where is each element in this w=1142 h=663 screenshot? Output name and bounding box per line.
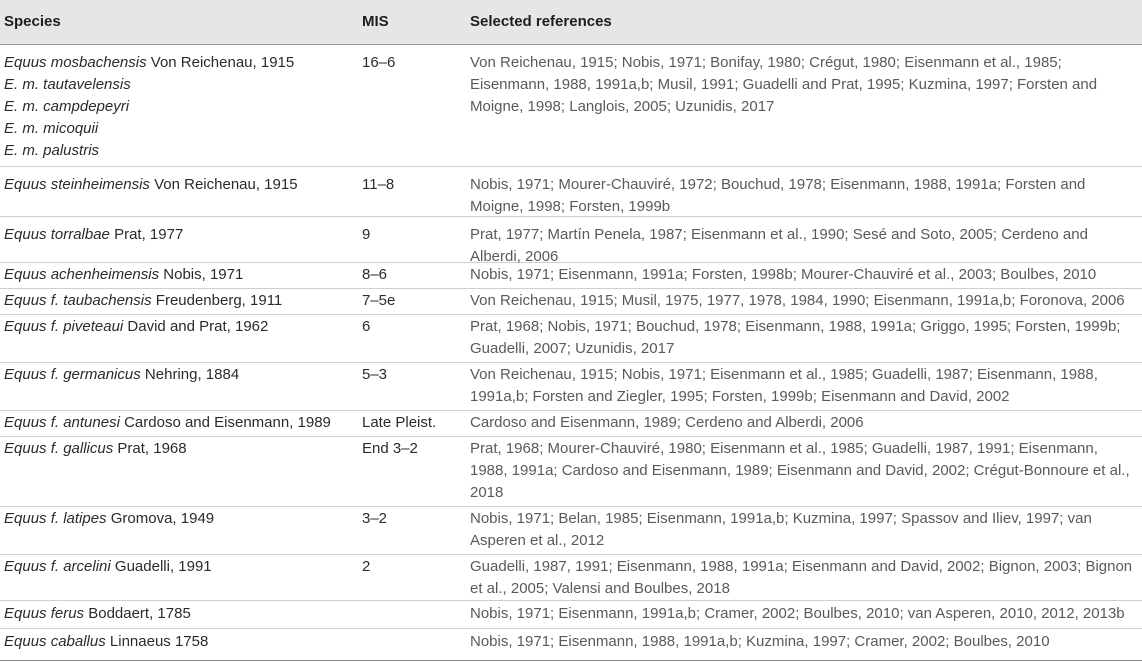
species-cell (4, 264, 359, 286)
mis-cell: 3–2 (362, 510, 388, 527)
species-authority: Freudenberg, 1911 (155, 292, 283, 309)
references-cell: Nobis, 1971; Mourer-Chauviré, 1972; Bouchud, 1978; Eisenmann, 1988, 1991a; Forsten and Moigne, 1998; Forsten, 1999b (470, 176, 1086, 215)
references-cell: Nobis, 1971; Belan, 1985; Eisenmann, 1991a,b; Kuzmina, 1997; Spassov and Iliev, 1997; van Asperen et al., 2012 (470, 510, 1092, 549)
references-cell: Nobis, 1971; Eisenmann, 1988, 1991a,b; Kuzmina, 1997; Cramer, 2002; Boulbes, 2010 (470, 633, 1050, 650)
species-cell (4, 556, 359, 578)
species-name: Equus ferus (4, 605, 85, 622)
species-name: Equus f. piveteaui (4, 318, 124, 335)
species-authority: Nobis, 1971 (163, 266, 244, 283)
subspecies-name: E. m. micoquii (4, 120, 99, 137)
mis-cell: 5–3 (362, 366, 388, 383)
species-cell (4, 508, 359, 530)
mis-cell: 9 (362, 226, 371, 243)
species-name: Equus f. germanicus (4, 366, 141, 383)
references-cell: Von Reichenau, 1915; Nobis, 1971; Eisenmann et al., 1985; Guadelli, 1987; Eisenmann, 1988, 1991a,b; Forsten and Ziegler, 1995; Forsten, 1999b; Eisenmann and David, 2002 (470, 366, 1098, 405)
table-row (0, 166, 1142, 217)
species-authority: Von Reichenau, 1915 (150, 54, 295, 71)
species-cell (4, 174, 359, 196)
species-name: Equus f. latipes (4, 510, 107, 527)
table-header (0, 0, 1142, 45)
header-species: Species (4, 13, 61, 30)
species-cell (4, 316, 359, 338)
references-cell: Von Reichenau, 1915; Musil, 1975, 1977, 1978, 1984, 1990; Eisenmann, 1991a,b; Foronova, 2006 (470, 292, 1125, 309)
mis-cell: 8–6 (362, 266, 388, 283)
table-row (0, 44, 1142, 167)
table-row (0, 262, 1142, 289)
table-row (0, 362, 1142, 411)
species-cell (4, 631, 359, 653)
table-row (0, 410, 1142, 437)
species-authority: David and Prat, 1962 (127, 318, 269, 335)
subspecies-name: E. m. palustris (4, 142, 100, 159)
references-cell: Prat, 1977; Martín Penela, 1987; Eisenmann et al., 1990; Sesé and Soto, 2005; Cerdeno and Alberdi, 2006 (470, 226, 1088, 265)
species-name: Equus f. antunesi (4, 414, 120, 431)
species-name: Equus achenheimensis (4, 266, 160, 283)
mis-cell: Late Pleist. (362, 414, 437, 431)
table-row (0, 600, 1142, 629)
species-authority: Nehring, 1884 (144, 366, 240, 383)
species-name: Equus f. arcelini (4, 558, 111, 575)
species-authority: Linnaeus 1758 (109, 633, 209, 650)
subspecies-name: E. m. campdepeyri (4, 98, 130, 115)
mis-cell: 16–6 (362, 54, 396, 71)
species-authority: Guadelli, 1991 (114, 558, 212, 575)
species-name: Equus torralbae (4, 226, 110, 243)
table-row (0, 506, 1142, 555)
table-row (0, 628, 1142, 658)
references-cell: Prat, 1968; Mourer-Chauviré, 1980; Eisenmann et al., 1985; Guadelli, 1987, 1991; Eisenmann, 1988, 1991a; Cardoso and Eisenmann, 1989; Eisenmann and David, 2002; Crégut-Bonnoure et al., 2018 (470, 440, 1130, 501)
species-name: Equus mosbachensis (4, 54, 147, 71)
species-authority: Cardoso and Eisenmann, 1989 (124, 414, 331, 431)
references-cell: Von Reichenau, 1915; Nobis, 1971; Bonifay, 1980; Crégut, 1980; Eisenmann et al., 1985; Eisenmann, 1988, 1991a,b; Musil, 1991; Guadelli and Prat, 1995; Kuzmina, 1997; Forsten and Moigne, 1998; Langlois, 2005; Uzunidis, 2017 (470, 54, 1098, 115)
references-cell: Cardoso and Eisenmann, 1989; Cerdeno and Alberdi, 2006 (470, 414, 864, 431)
references-cell: Nobis, 1971; Eisenmann, 1991a; Forsten, 1998b; Mourer-Chauviré et al., 2003; Boulbes, 2010 (470, 266, 1097, 283)
references-cell: Guadelli, 1987, 1991; Eisenmann, 1988, 1991a; Eisenmann and David, 2002; Bignon, 2003; Bignon et al., 2005; Valensi and Boulbes, 2018 (470, 558, 1133, 597)
table-row (0, 554, 1142, 601)
species-name: Equus f. gallicus (4, 440, 114, 457)
species-authority: Prat, 1968 (117, 440, 187, 457)
species-cell (4, 290, 359, 312)
species-authority: Von Reichenau, 1915 (154, 176, 298, 193)
species-authority: Prat, 1977 (114, 226, 184, 243)
header-mis: MIS (362, 13, 389, 30)
header-references: Selected references (470, 13, 612, 30)
species-name: Equus steinheimensis (4, 176, 150, 193)
table-bottom-rule (0, 660, 1142, 661)
mis-cell: 11–8 (362, 176, 395, 193)
mis-cell: 7–5e (362, 292, 396, 309)
species-cell (4, 412, 359, 434)
subspecies-name: E. m. tautavelensis (4, 76, 131, 93)
species-cell (4, 438, 359, 460)
mis-cell: End 3–2 (362, 440, 418, 457)
species-cell (4, 603, 359, 625)
species-authority: Boddaert, 1785 (88, 605, 191, 622)
table-row (0, 314, 1142, 363)
table-row (0, 216, 1142, 263)
references-cell: Nobis, 1971; Eisenmann, 1991a,b; Cramer, 2002; Boulbes, 2010; van Asperen, 2010, 2012, 2013b (470, 605, 1125, 622)
table-row (0, 288, 1142, 315)
species-cell (4, 364, 359, 386)
mis-cell: 6 (362, 318, 371, 335)
table-row (0, 436, 1142, 507)
species-name: Equus f. taubachensis (4, 292, 152, 309)
species-name: Equus caballus (4, 633, 106, 650)
species-authority: Gromova, 1949 (110, 510, 215, 527)
mis-cell: 2 (362, 558, 371, 575)
references-cell: Prat, 1968; Nobis, 1971; Bouchud, 1978; Eisenmann, 1988, 1991a; Griggo, 1995; Forsten, 1999b; Guadelli, 2007; Uzunidis, 2017 (470, 318, 1121, 357)
species-cell (4, 52, 359, 162)
species-cell (4, 224, 359, 246)
